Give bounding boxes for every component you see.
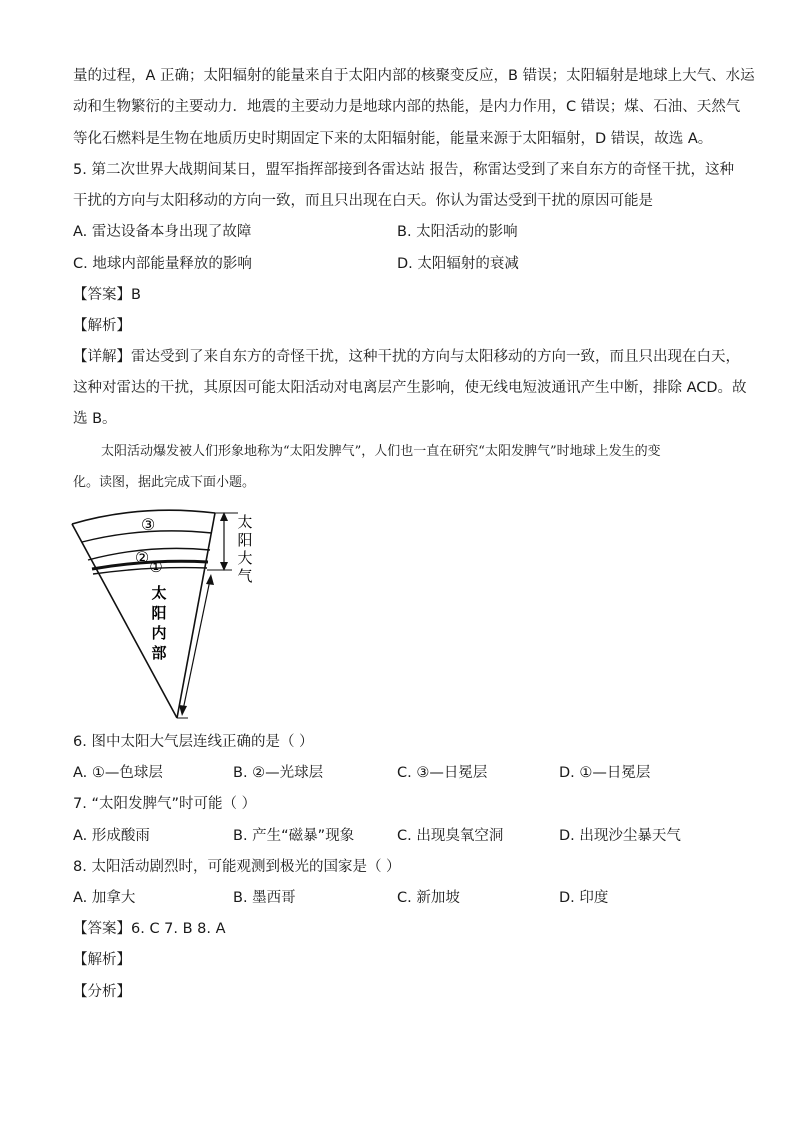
q6-option-b: B. ②—光球层 (233, 765, 324, 781)
q7-option-d: D. 出现沙尘暴天气 (559, 828, 681, 844)
q6-option-d: D. ①—日冕层 (559, 765, 651, 781)
q5-option-b: B. 太阳活动的影响 (397, 224, 518, 240)
q5-detail-line: 选 B。 (73, 411, 117, 427)
q6-option-a: A. ①—色球层 (73, 765, 163, 781)
atmosphere-label-char: 太 (237, 513, 253, 531)
q6-option-c: C. ③—日冕层 (397, 765, 488, 781)
question-7-text: 7. “太阳发脾气”时可能（ ） (73, 796, 257, 812)
question-8-text: 8. 太阳活动剧烈时，可能观测到极光的国家是（ ） (73, 859, 401, 875)
q5-option-d: D. 太阳辐射的衰减 (397, 256, 519, 272)
q8-option-b: B. 墨西哥 (233, 890, 296, 906)
intro-line: 化。读图，据此完成下面小题。 (73, 475, 256, 490)
paragraph-line: 等化石燃料是生物在地质历史时期固定下来的太阳辐射能，能量来源于太阳辐射，D 错误，故选 A。 (73, 131, 713, 147)
question-5-text: 5. 第二次世界大战期间某日，盟军指挥部接到各雷达站 报告，称雷达受到了来自东方的奇怪干扰，这种 (73, 162, 735, 178)
paragraph-line: 量的过程，A 正确；太阳辐射的能量来自于太阳内部的核聚变反应，B 错误；太阳辐射是地球上大气、水运 (73, 68, 755, 84)
q8-option-c: C. 新加坡 (397, 890, 460, 906)
q5-answer: 【答案】B (73, 287, 141, 303)
q5-analysis-heading: 【解析】 (73, 318, 131, 334)
paragraph-line: 动和生物繁衍的主要动力．地震的主要动力是地球内部的热能，是内力作用，C 错误；煤、石油、天然气 (73, 99, 741, 115)
q7-option-c: C. 出现臭氧空洞 (397, 828, 504, 844)
atmosphere-label-char: 阳 (237, 531, 253, 549)
sun-structure-diagram (60, 500, 290, 725)
atmosphere-label-char: 大 (237, 549, 253, 567)
question-5-text: 干扰的方向与太阳移动的方向一致，而且只出现在白天。你认为雷达受到干扰的原因可能是 (73, 193, 653, 209)
layer-label-1: ① (149, 558, 163, 576)
q5-option-a: A. 雷达设备本身出现了故障 (73, 224, 252, 240)
atmosphere-label-char: 气 (237, 567, 253, 585)
interior-label-char: 内 (151, 624, 167, 642)
interior-label-char: 部 (151, 644, 167, 662)
question-6-text: 6. 图中太阳大气层连线正确的是（ ） (73, 734, 314, 750)
q8-option-d: D. 印度 (559, 890, 609, 906)
analysis-heading: 【解析】 (73, 952, 131, 968)
layer-label-3: ③ (140, 515, 156, 534)
interior-label-char: 太 (151, 584, 167, 602)
q5-detail-line: 这种对雷达的干扰，其原因可能太阳活动对电离层产生影响，使无线电短波通讯产生中断，排除 ACD。故 (73, 380, 747, 396)
answers-6-8: 【答案】6. C 7. B 8. A (73, 921, 226, 937)
q7-option-a: A. 形成酸雨 (73, 828, 150, 844)
intro-line: 太阳活动爆发被人们形象地称为“太阳发脾气”，人们也一直在研究“太阳发脾气”时地球上发生的变 (101, 444, 661, 459)
q7-option-b: B. 产生“磁暴”现象 (233, 828, 355, 844)
fenxi-heading: 【分析】 (73, 984, 131, 1000)
q5-detail-line: 【详解】雷达受到了来自东方的奇怪干扰，这种干扰的方向与太阳移动的方向一致，而且只出现在白天， (73, 349, 740, 365)
interior-label-char: 阳 (151, 604, 167, 622)
q8-option-a: A. 加拿大 (73, 890, 136, 906)
q5-option-c: C. 地球内部能量释放的影响 (73, 256, 252, 272)
layer-label-2: ② (134, 548, 150, 567)
